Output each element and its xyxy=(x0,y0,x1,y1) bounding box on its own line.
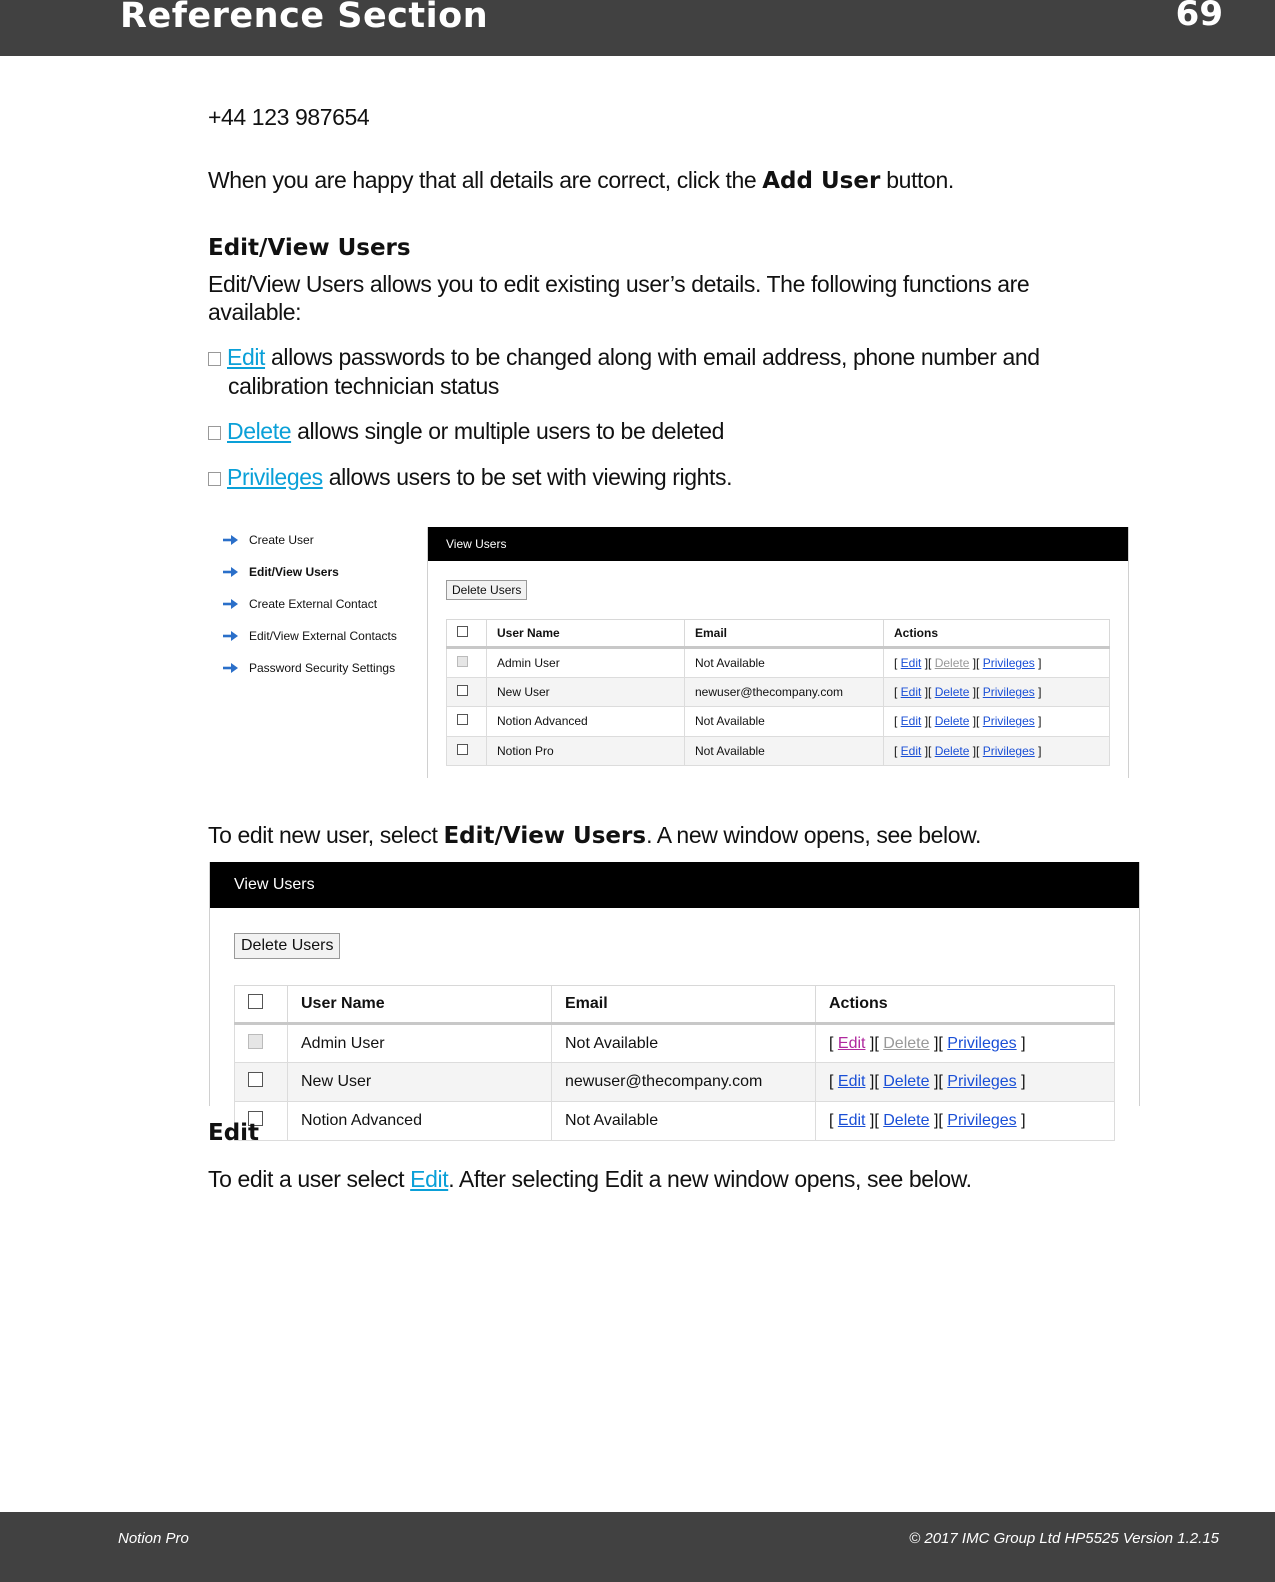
nav-item[interactable] xyxy=(222,588,422,620)
actions-cell: [ Edit ][ Delete ][ Privileges ] xyxy=(884,707,1110,737)
table-row xyxy=(235,1024,1115,1063)
page-header xyxy=(0,0,1275,56)
nav-item-label: Create User xyxy=(249,533,314,547)
users-table xyxy=(234,985,1115,1141)
table-header-row xyxy=(447,620,1110,648)
actions-cell: [ Edit ][ Delete ][ Privileges ] xyxy=(816,1063,1115,1102)
table-row xyxy=(447,736,1110,766)
edit-action-link[interactable]: Edit xyxy=(837,1034,866,1052)
table-row xyxy=(235,1063,1115,1102)
actions-cell: [ Edit ][ Delete ][ Privileges ] xyxy=(884,677,1110,707)
bullet-icon xyxy=(208,426,221,440)
user-name-cell: New User xyxy=(487,677,685,707)
phone-number: +44 123 987654 xyxy=(208,104,370,130)
view-users-panel-large xyxy=(209,862,1140,1129)
edit-action-link[interactable]: Edit xyxy=(837,1112,866,1129)
arrow-right-icon xyxy=(222,534,240,546)
row-checkbox xyxy=(248,1034,263,1049)
edit-action-link[interactable]: Edit xyxy=(900,655,922,670)
table-row xyxy=(447,707,1110,737)
actions-cell: [ Edit ][ Delete ][ Privileges ] xyxy=(816,1102,1115,1141)
delete-action-link[interactable]: Delete xyxy=(934,684,970,699)
delete-action-link[interactable]: Delete xyxy=(883,1112,930,1129)
column-header[interactable]: User Name xyxy=(288,986,552,1024)
intro-line-2: available: xyxy=(208,299,302,325)
footer-product: Notion Pro xyxy=(118,1530,189,1547)
user-name-cell: New User xyxy=(288,1063,552,1102)
table-header-row xyxy=(235,986,1115,1024)
delete-users-button[interactable]: Delete Users xyxy=(234,933,340,959)
select-all-checkbox[interactable] xyxy=(248,994,263,1009)
delete-users-button[interactable]: Delete Users xyxy=(446,580,527,600)
view-users-title-bar: View Users xyxy=(428,527,1128,561)
row-checkbox[interactable] xyxy=(457,685,468,696)
bullet-privileges: Privileges allows users to be set with viewing rights. xyxy=(208,464,732,491)
arrow-right-icon xyxy=(222,566,240,578)
row-checkbox[interactable] xyxy=(248,1072,263,1087)
nav-item-label: Edit/View External Contacts xyxy=(249,629,397,643)
column-header[interactable]: Email xyxy=(685,620,884,648)
edit-action-link[interactable]: Edit xyxy=(837,1073,866,1090)
user-name-cell: Notion Pro xyxy=(487,736,685,766)
delete-action-link: Delete xyxy=(883,1034,930,1052)
edit-view-instruction: To edit new user, select Edit/View Users. A new window opens, see below. xyxy=(208,822,982,849)
arrow-right-icon xyxy=(222,662,240,674)
user-name-cell: Notion Advanced xyxy=(288,1102,552,1141)
table-row xyxy=(235,1102,1115,1141)
row-checkbox[interactable] xyxy=(457,714,468,725)
select-all-checkbox[interactable] xyxy=(457,626,468,637)
delete-action-link: Delete xyxy=(934,655,970,670)
bullet-edit: Edit allows passwords to be changed along with email address, phone number and xyxy=(208,344,1040,371)
user-name-cell: Notion Advanced xyxy=(487,707,685,737)
privileges-action-link[interactable]: Privileges xyxy=(982,684,1035,699)
row-checkbox xyxy=(457,656,468,667)
arrow-right-icon xyxy=(222,630,240,642)
privileges-action-link[interactable]: Privileges xyxy=(947,1034,1017,1052)
edit-view-users-heading: Edit/View Users xyxy=(208,235,411,261)
view-users-title-bar: View Users xyxy=(210,862,1139,908)
edit-action-link[interactable]: Edit xyxy=(900,714,922,729)
edit-heading: Edit xyxy=(208,1120,260,1146)
privileges-action-link[interactable]: Privileges xyxy=(947,1112,1017,1129)
email-cell: newuser@thecompany.com xyxy=(685,677,884,707)
column-header: Actions xyxy=(884,620,1110,648)
user-admin-menu xyxy=(222,524,422,684)
column-header[interactable]: Email xyxy=(552,986,816,1024)
email-cell: Not Available xyxy=(685,648,884,678)
actions-cell: [ Edit ][ Delete ][ Privileges ] xyxy=(884,648,1110,678)
table-row xyxy=(447,677,1110,707)
nav-item[interactable] xyxy=(222,556,422,588)
row-checkbox[interactable] xyxy=(457,744,468,755)
page-number: 69 xyxy=(1175,0,1223,34)
edit-action-link[interactable]: Edit xyxy=(900,743,922,758)
bullet-delete: Delete allows single or multiple users to be deleted xyxy=(208,418,724,445)
bullet-icon xyxy=(208,472,221,486)
add-user-instruction: When you are happy that all details are correct, click the Add User button. xyxy=(208,167,954,194)
arrow-right-icon xyxy=(222,598,240,610)
delete-action-link[interactable]: Delete xyxy=(934,714,970,729)
nav-item[interactable] xyxy=(222,652,422,684)
edit-link[interactable]: Edit xyxy=(410,1166,449,1192)
column-header[interactable]: User Name xyxy=(487,620,685,648)
email-cell: newuser@thecompany.com xyxy=(552,1063,816,1102)
users-table xyxy=(446,619,1110,766)
view-users-panel-small xyxy=(427,527,1129,778)
nav-item[interactable] xyxy=(222,524,422,556)
page-footer xyxy=(0,1512,1275,1582)
actions-cell: [ Edit ][ Delete ][ Privileges ] xyxy=(816,1024,1115,1063)
bullet-edit-line-2: calibration technician status xyxy=(228,373,499,399)
email-cell: Not Available xyxy=(685,736,884,766)
edit-action-link[interactable]: Edit xyxy=(900,684,922,699)
nav-item-label: Edit/View Users xyxy=(249,565,339,579)
edit-link[interactable]: Edit xyxy=(227,344,266,370)
delete-link[interactable]: Delete xyxy=(227,418,292,444)
privileges-link[interactable]: Privileges xyxy=(227,464,323,490)
nav-item-label: Password Security Settings xyxy=(249,661,396,675)
privileges-action-link[interactable]: Privileges xyxy=(982,714,1035,729)
nav-item[interactable] xyxy=(222,620,422,652)
privileges-action-link[interactable]: Privileges xyxy=(947,1073,1017,1090)
delete-action-link[interactable]: Delete xyxy=(883,1073,930,1090)
nav-item-label: Create External Contact xyxy=(249,597,378,611)
privileges-action-link[interactable]: Privileges xyxy=(982,743,1035,758)
email-cell: Not Available xyxy=(552,1102,816,1141)
user-name-cell: Admin User xyxy=(288,1024,552,1063)
actions-cell: [ Edit ][ Delete ][ Privileges ] xyxy=(884,736,1110,766)
email-cell: Not Available xyxy=(685,707,884,737)
delete-action-link[interactable]: Delete xyxy=(934,743,970,758)
intro-line-1: Edit/View Users allows you to edit existing user’s details. The following functions are xyxy=(208,271,1030,297)
section-title: Reference Section xyxy=(120,0,489,36)
edit-instruction: To edit a user select Edit. After selecting Edit a new window opens, see below. xyxy=(208,1166,972,1192)
email-cell: Not Available xyxy=(552,1024,816,1063)
table-row xyxy=(447,648,1110,678)
user-name-cell: Admin User xyxy=(487,648,685,678)
privileges-action-link[interactable]: Privileges xyxy=(982,655,1035,670)
footer-copyright: © 2017 IMC Group Ltd HP5525 Version 1.2.15 xyxy=(909,1530,1219,1547)
column-header: Actions xyxy=(816,986,1115,1024)
bullet-icon xyxy=(208,352,221,366)
